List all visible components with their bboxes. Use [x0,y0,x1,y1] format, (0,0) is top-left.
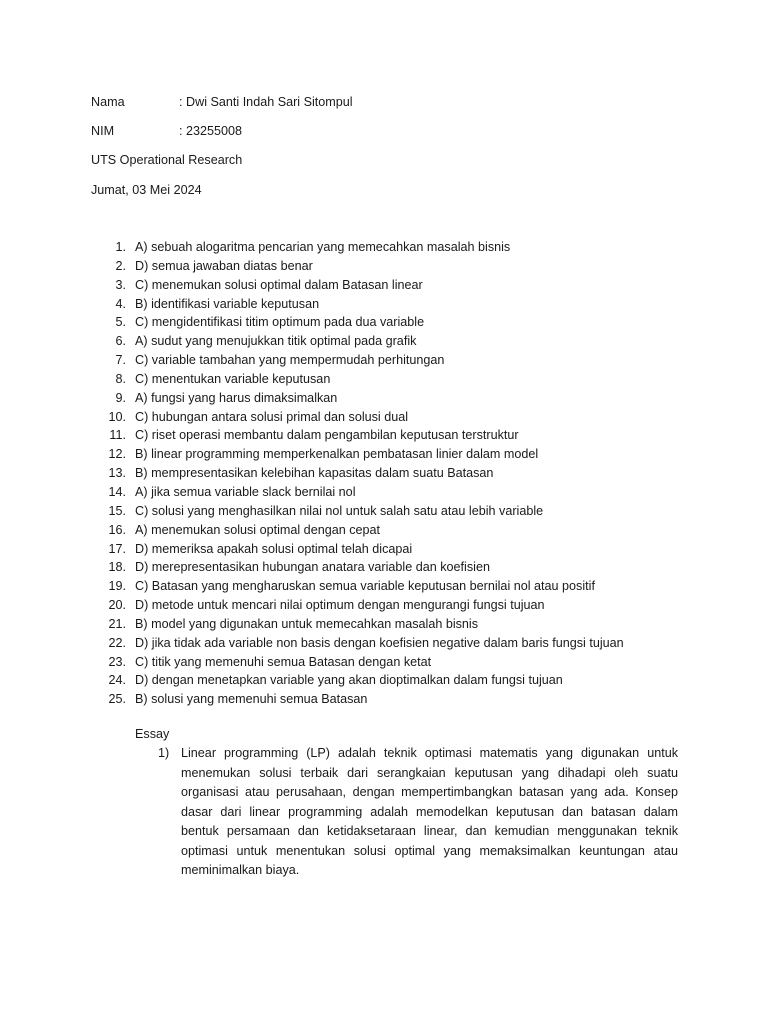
answer-text: D) jika tidak ada variable non basis dengan koefisien negative dalam baris fungsi tujuan [135,635,624,650]
answer-text: B) linear programming memperkenalkan pembatasan linier dalam model [135,447,539,462]
answer-text: D) dengan menetapkan variable yang akan dioptimalkan dalam fungsi tujuan [135,673,563,688]
answer-number: 9. [115,390,126,405]
answer-text: B) mempresentasikan kelebihan kapasitas dalam suatu Batasan [135,466,494,481]
answer-number: 17. [108,541,126,556]
answer-text: C) Batasan yang mengharuskan semua variable keputusan bernilai nol atau positif [135,579,595,594]
list-item [100,313,624,332]
answer-number: 15. [108,503,126,518]
answer-number: 19. [108,579,126,594]
nim-label: NIM [91,124,115,138]
answer-number: 25. [108,692,126,707]
essay-item-text: Linear programming (LP) adalah teknik optimasi matematis yang digunakan untuk menemukan solusi terbaik dari serangkaian keputusan yang dihadapi oleh suatu organisasi atau perusahaan, dengan mempertimbangkan batasan yang ada. Konsep dasar dari linear programming adalah memodelkan keputusan dan batasan dalam bentuk persamaan dan ketidaksetaraan linear, dan kemudian menggunakan teknik optimasi untuk menentukan solusi optimal yang memaksimalkan keuntungan atau meminimalkan biaya. [181,746,678,877]
answer-number: 8. [115,371,126,386]
list-item [100,257,624,276]
answer-number: 10. [108,409,126,424]
list-item [100,577,624,596]
name-label: Nama [91,95,125,109]
list-item [100,596,624,615]
answer-number: 11. [109,428,126,443]
answer-number: 23. [108,654,126,669]
list-item [100,502,624,521]
answer-number: 4. [115,296,126,311]
answer-list [100,238,624,709]
name-row [91,93,353,111]
answer-number: 21. [108,616,126,631]
answer-text: A) sudut yang menujukkan titik optimal pada grafik [135,334,417,349]
answer-text: D) merepresentasikan hubungan anatara variable dan koefisien [135,560,490,575]
list-item [100,653,624,672]
list-item [100,483,624,502]
list-item [100,426,624,445]
answer-text: C) hubungan antara solusi primal dan solusi dual [135,409,409,424]
list-item [100,389,624,408]
list-item [100,615,624,634]
list-item [100,558,624,577]
list-item [100,690,624,709]
list-item [100,521,624,540]
answer-text: B) identifikasi variable keputusan [135,296,320,311]
answer-text: D) memeriksa apakah solusi optimal telah dicapai [135,541,413,556]
exam-date: Jumat, 03 Mei 2024 [91,183,202,197]
answer-text: C) titik yang memenuhi semua Batasan dengan ketat [135,654,432,669]
answer-text: A) sebuah alogaritma pencarian yang memecahkan masalah bisnis [135,240,511,254]
list-item [100,238,624,257]
answer-text: C) variable tambahan yang mempermudah perhitungan [135,353,445,368]
list-item [100,351,624,370]
answer-text: A) fungsi yang harus dimaksimalkan [135,390,338,405]
nim-row [91,122,242,140]
answer-text: A) menemukan solusi optimal dengan cepat [135,522,381,537]
list-item [100,445,624,464]
list-item [100,408,624,427]
answer-text: B) model yang digunakan untuk memecahkan masalah bisnis [135,616,479,631]
name-value: : Dwi Santi Indah Sari Sitompul [179,95,353,109]
answer-text: C) menemukan solusi optimal dalam Batasan linear [135,277,423,292]
answer-number: 13. [108,466,126,481]
list-item [100,370,624,389]
essay-item-number: 1) [158,746,170,760]
answer-number: 20. [108,598,126,613]
answer-number: 14. [108,484,126,499]
answer-number: 7. [115,353,126,368]
list-item [100,276,624,295]
list-item [100,295,624,314]
answer-text: C) solusi yang menghasilkan nilai nol untuk salah satu atau lebih variable [135,503,544,518]
answer-number: 24. [108,673,126,688]
list-item [100,332,624,351]
answer-number: 18. [108,560,126,575]
answer-number: 5. [115,315,126,330]
answer-text: A) jika semua variable slack bernilai nol [135,484,356,499]
answer-number: 1. [115,240,126,254]
answer-number: 22. [108,635,126,650]
answer-text: C) menentukan variable keputusan [135,371,331,386]
answer-number: 12. [108,447,126,462]
answer-text: C) mengidentifikasi titim optimum pada dua variable [135,315,425,330]
answer-number: 2. [115,258,126,273]
answer-number: 16. [108,522,126,537]
answer-text: D) metode untuk mencari nilai optimum dengan mengurangi fungsi tujuan [135,598,545,613]
list-item [100,464,624,483]
list-item [100,634,624,653]
answer-text: C) riset operasi membantu dalam pengambilan keputusan terstruktur [135,428,519,443]
nim-value: : 23255008 [179,124,243,138]
list-item [100,671,624,690]
answer-text: D) semua jawaban diatas benar [135,258,313,273]
answer-text: B) solusi yang memenuhi semua Batasan [135,692,368,707]
answer-number: 3. [115,277,126,292]
list-item [100,540,624,559]
answer-number: 6. [115,334,126,349]
essay-heading: Essay [135,727,170,741]
course-title: UTS Operational Research [91,153,243,167]
